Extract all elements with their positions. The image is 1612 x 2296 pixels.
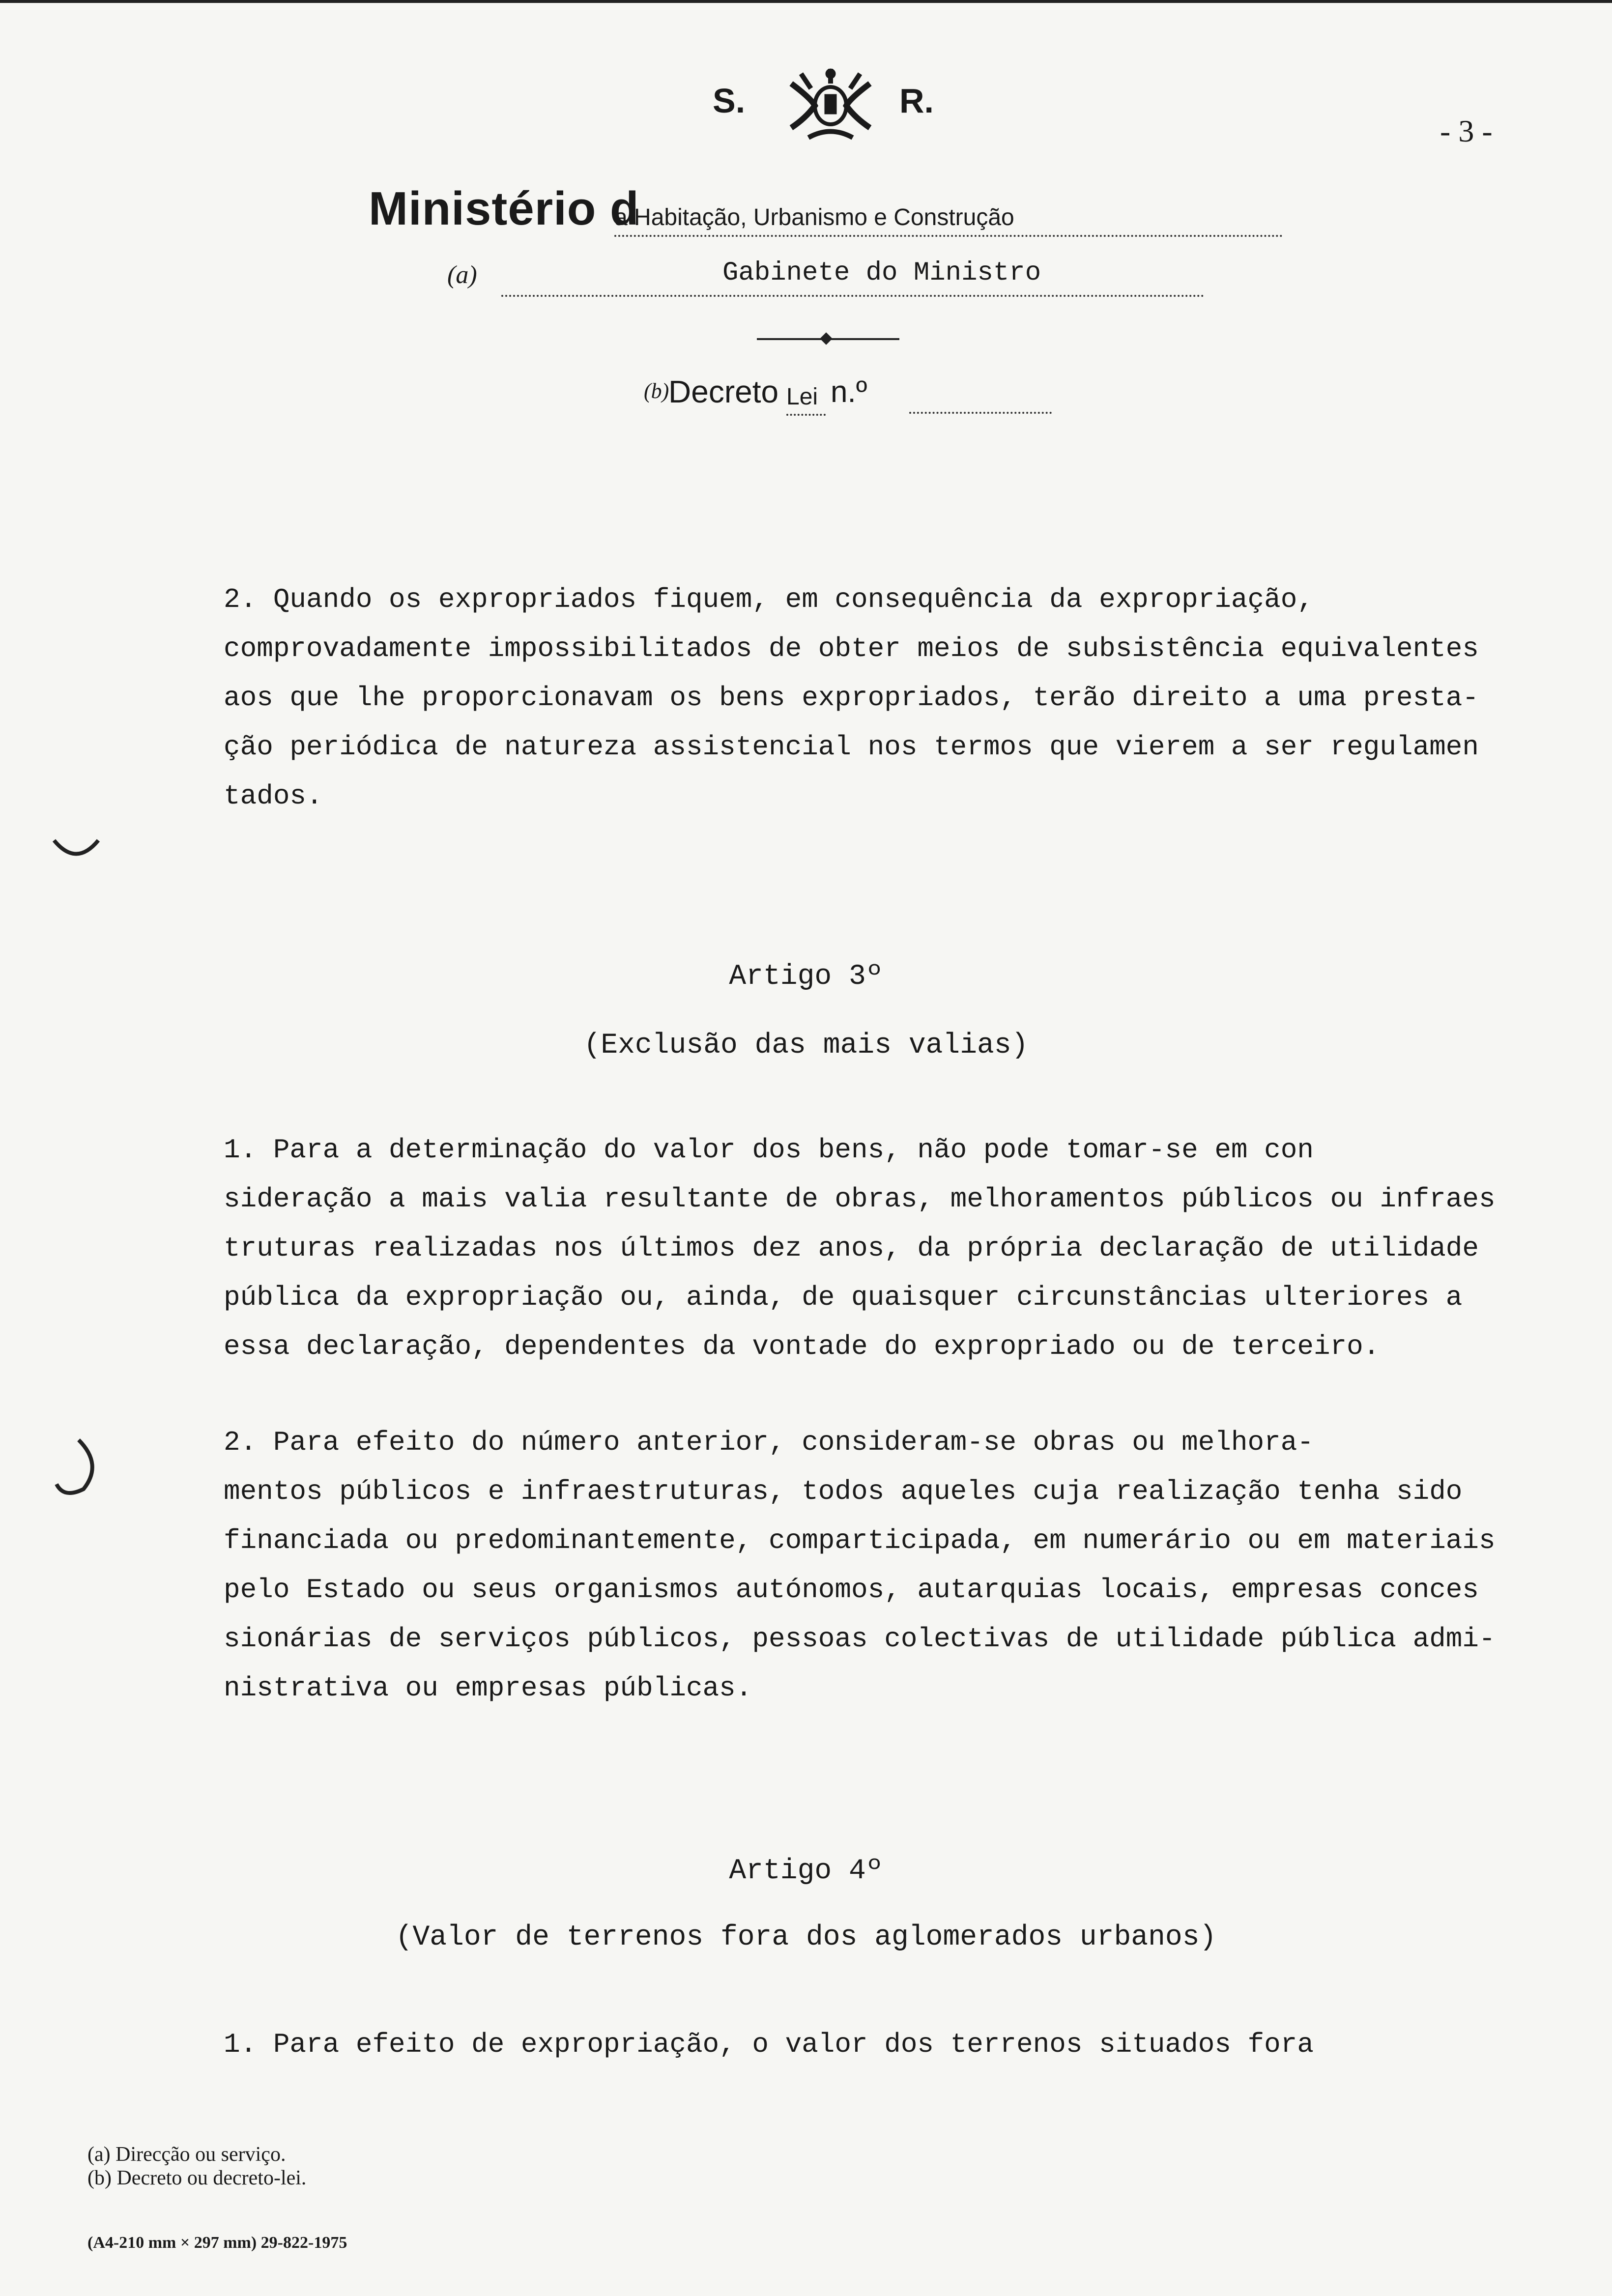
article-4-subtitle: (Valor de terrenos fora dos aglomerados urbanos): [395, 1922, 1217, 1953]
ministerio-heading: Ministério d: [369, 182, 639, 235]
paragraph-2: 2. Quando os expropriados fiquem, em consequência da expropriação, comprovadamente impossibilitados de obter meios de subsistência equivalentes aos que lhe proporcionavam os bens expropriados, terão direito a uma presta- ção periódica de natureza assistencial nos termos que vierem a ser regulamen tados.: [224, 584, 1479, 812]
decree-number-label: n.º: [831, 375, 867, 409]
footnote-a-marker: (a): [447, 261, 477, 289]
top-rule: [0, 0, 1612, 3]
decree-type-dotted-line: [786, 414, 826, 416]
department-dotted-line: [501, 295, 1204, 297]
punch-hole-mark-icon: [49, 831, 103, 870]
page-number: - 3 -: [1440, 114, 1493, 148]
decree-type: Lei: [786, 384, 818, 410]
punch-hole-mark-icon: [49, 1435, 103, 1499]
form-code: (A4-210 mm × 297 mm) 29-822-1975: [87, 2234, 347, 2252]
article-3-paragraph-2: 2. Para efeito do número anterior, consideram-se obras ou melhora- mentos públicos e infraestruturas, todos aqueles cuja realização tenha sido financiada ou predominantemente, comparticipada, em numerário ou em materiais pelo Estado ou seus organismos autónomos, autarquias locais, empresas conces sionárias de serviços públicos, pessoas colectivas de utilidade pública admi- nistrativa ou empresas públicas.: [224, 1427, 1496, 1704]
footnote-a: (a) Direcção ou serviço.: [87, 2143, 286, 2166]
decree-number-dotted-line: [909, 412, 1052, 414]
divider-diamond-icon: [820, 332, 832, 344]
ministry-name: a Habitação, Urbanismo e Construção: [614, 204, 1014, 230]
article-3-paragraph-1: 1. Para a determinação do valor dos bens, não pode tomar-se em con sideração a mais valia resultante de obras, melhoramentos públicos ou infraes truturas realizadas nos últimos dez anos, da própria declaração de utilidade pública da expropriação ou, ainda, de quaisquer circunstâncias ulteriores a essa declaração, dependentes da vontade do expropriado ou de terceiro.: [224, 1134, 1496, 1362]
article-3-subtitle: (Exclusão das mais valias): [583, 1030, 1029, 1062]
article-3-title: Artigo 3º: [729, 961, 883, 993]
footnote-b: (b) Decreto ou decreto-lei.: [87, 2167, 307, 2189]
ministry-line: [369, 182, 1293, 241]
seal-letter-r: R.: [899, 82, 934, 120]
decree-prefix: Decreto: [668, 374, 779, 409]
coat-of-arms-icon: [781, 64, 880, 147]
footnote-b-marker: (b): [644, 379, 669, 403]
article-4-title: Artigo 4º: [729, 1855, 883, 1887]
ministry-dotted-line: [614, 235, 1283, 237]
department-name: Gabinete do Ministro: [722, 258, 1041, 288]
article-4-paragraph-1: 1. Para efeito de expropriação, o valor dos terrenos situados fora: [224, 2029, 1314, 2060]
seal-letter-s: S.: [713, 82, 746, 120]
